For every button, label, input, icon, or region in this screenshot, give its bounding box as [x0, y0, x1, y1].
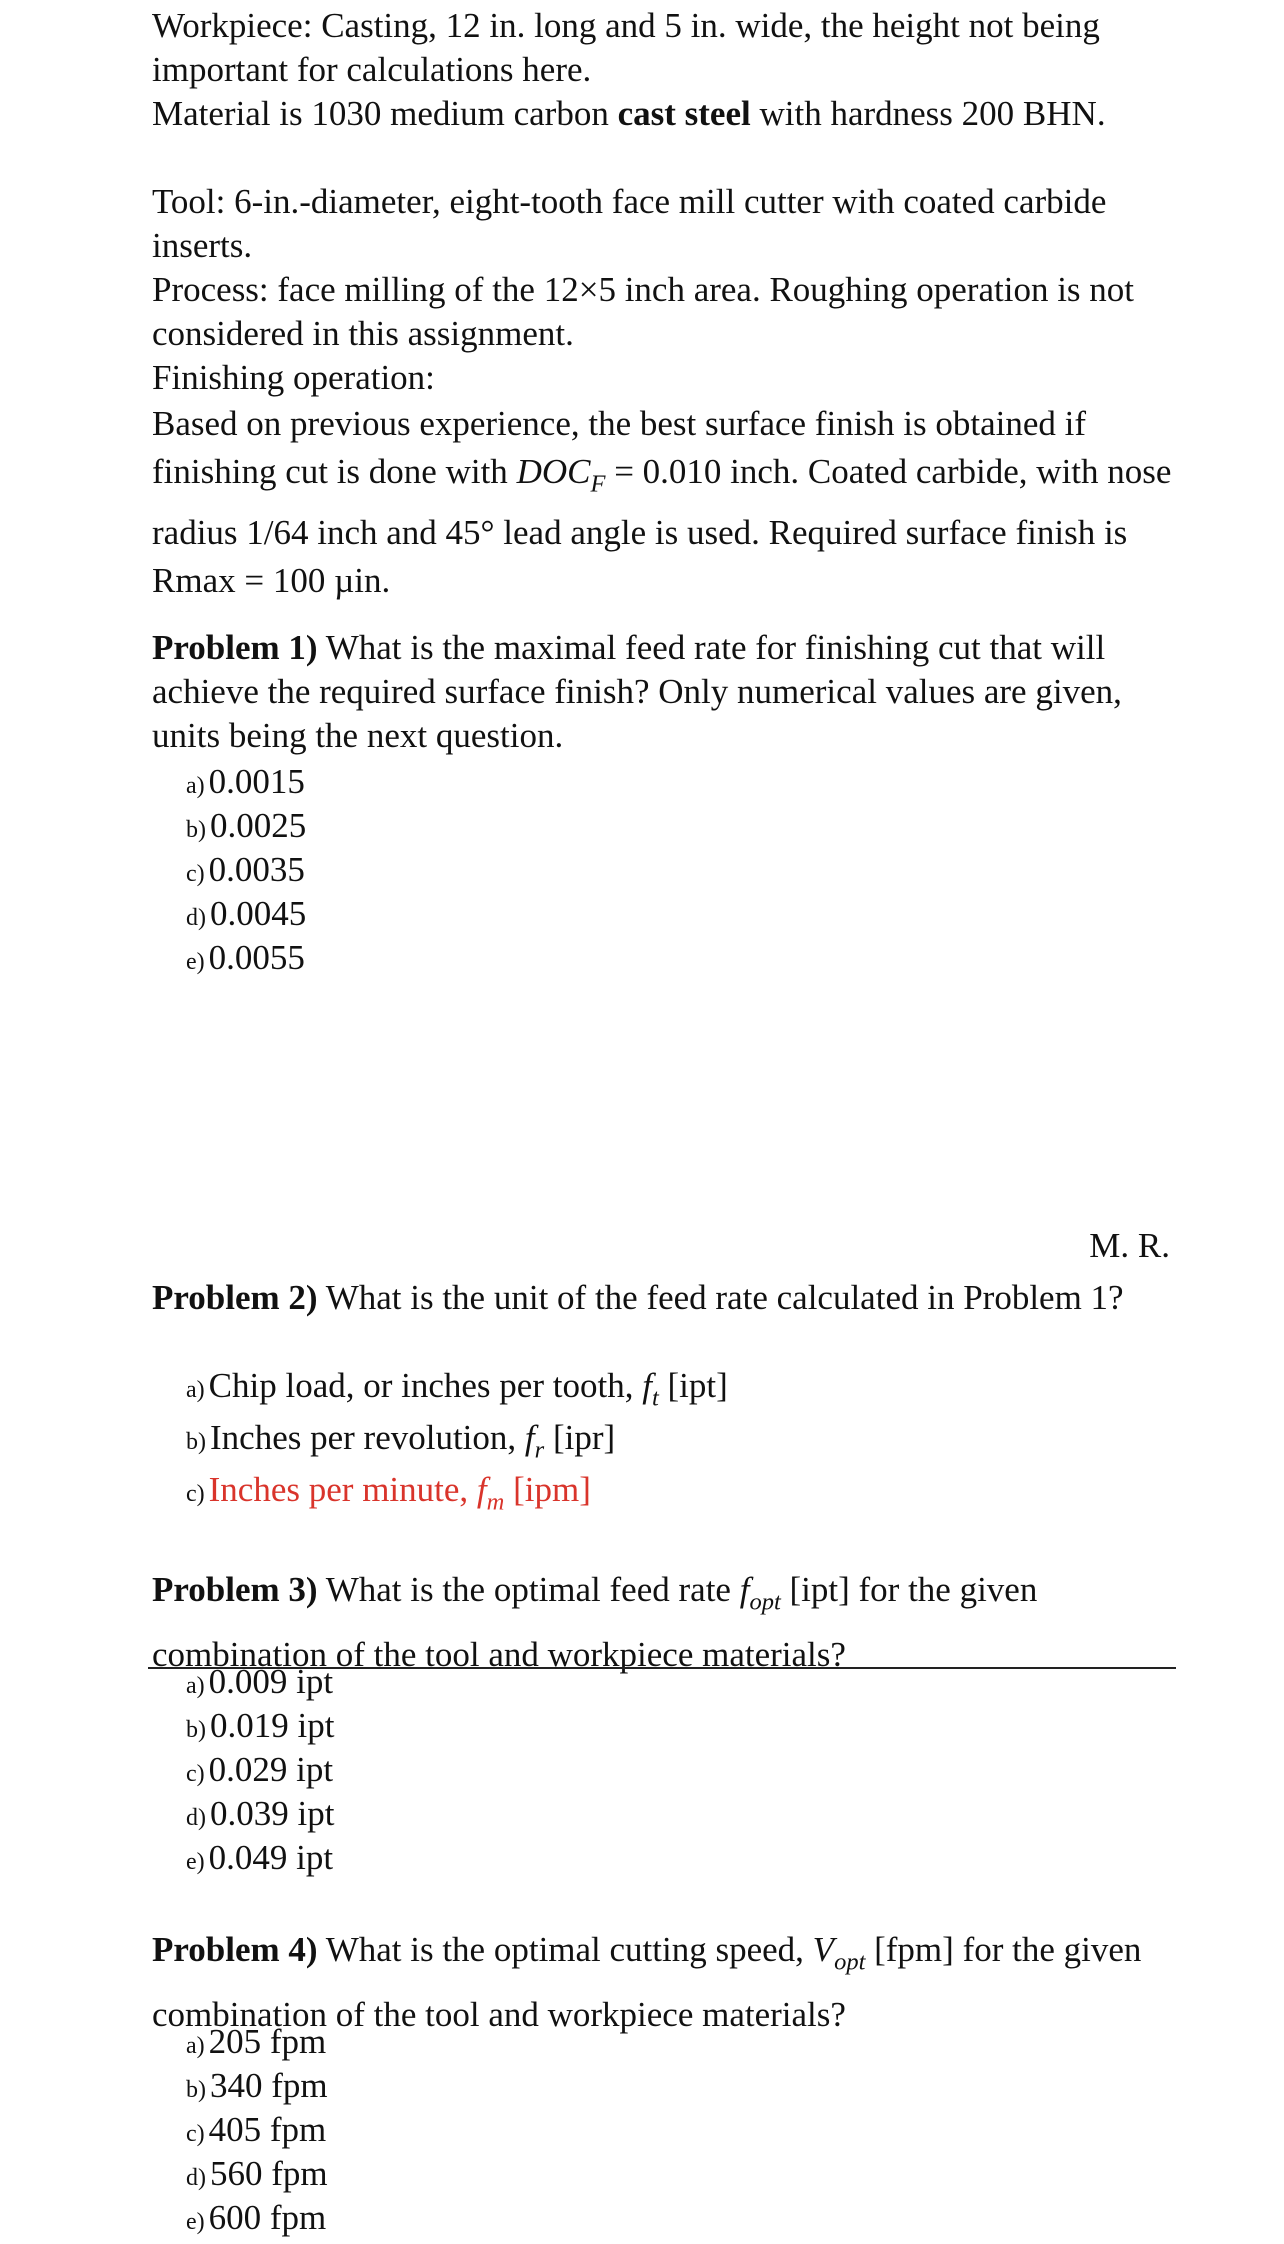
doc-subscript: F — [590, 470, 606, 498]
problem4-option-e: e) 600 fpm — [186, 2198, 327, 2237]
tool-paragraph: Tool: 6-in.-diameter, eight-tooth face mill cutter with coated carbide inserts. — [152, 182, 1107, 265]
doc-symbol: DOC — [516, 452, 591, 491]
material-text-end: with hardness 200 BHN. — [750, 94, 1106, 133]
problem2-option-b: b) Inches per revolution, $f_r$ [ipr] — [186, 1418, 616, 1464]
problem1-text: What is the maximal feed rate for finishing cut that will achieve the required surface finish? Only numerical values are given, units being the next question. — [152, 628, 1122, 755]
author-initials: M. R. — [1089, 1226, 1170, 1265]
problem1-option-e: e) 0.0055 — [186, 938, 305, 977]
problem4-label: Problem 4) — [152, 1930, 318, 1969]
material-paragraph — [152, 92, 1182, 136]
finishing-paragraph — [152, 400, 1182, 605]
problem2-option-c-highlighted: Inches per minute, $f_m$ [ipm] — [208, 1470, 591, 1516]
problem3-option-d: d) 0.039 ipt — [186, 1794, 335, 1833]
problem3-option-a: a) 0.009 ipt — [186, 1662, 334, 1701]
problem2-option-a: a) Chip load, or inches per tooth, $f_t$ [ipt] — [186, 1366, 728, 1412]
problem4-question: Problem 4) What is the optimal cutting speed, $V_{opt}$ [fpm] for the given combination of the tool and workpiece materials? — [152, 1930, 1142, 2034]
problem3-label: Problem 3) — [152, 1570, 318, 1609]
finishing-text-end: = 0.010 inch. Coated carbide, with nose radius 1/64 inch and 45° lead angle is used. Required surface finish is Rmax = 100 µin. — [152, 452, 1172, 600]
problem2-label: Problem 2) — [152, 1278, 318, 1317]
problem4-option-d: d) 560 fpm — [186, 2154, 328, 2193]
problem1-question — [152, 626, 1182, 758]
finishing-heading: Finishing operation: — [152, 358, 435, 397]
problem1-option-a: a) 0.0015 — [186, 762, 305, 801]
problem3-option-e: e) 0.049 ipt — [186, 1838, 334, 1877]
process-paragraph: Process: face milling of the 12×5 inch area. Roughing operation is not considered in this assignment. — [152, 270, 1135, 353]
problem3-option-b: b) 0.019 ipt — [186, 1706, 335, 1745]
problem1-option-c: c) 0.0035 — [186, 850, 305, 889]
problem3-option-c: c) 0.029 ipt — [186, 1750, 334, 1789]
problem1-option-b: b) 0.0025 — [186, 806, 307, 845]
problem4-option-b: b) 340 fpm — [186, 2066, 328, 2105]
fopt-symbol: f — [739, 1570, 750, 1609]
problem2-text: What is the unit of the feed rate calculated in Problem 1? — [317, 1278, 1124, 1317]
material-text: Material is 1030 medium carbon — [152, 94, 618, 133]
problem2-question — [152, 1276, 1182, 1320]
workpiece-paragraph: Workpiece: Casting, 12 in. long and 5 in. wide, the height not being important for calculations here. — [152, 6, 1100, 89]
problem4-option-c: c) 405 fpm — [186, 2110, 327, 2149]
problem2-option-c: c) Inches per minute, $f_m$ [ipm] — [186, 1470, 591, 1516]
material-bold-text: cast steel — [617, 94, 751, 133]
problem1-option-d: d) 0.0045 — [186, 894, 307, 933]
finishing-text: Based on previous experience, the best surface finish is obtained if finishing cut is done with — [152, 404, 1087, 491]
problem4-option-a: a) 205 fpm — [186, 2022, 327, 2061]
problem3-question: Problem 3) What is the optimal feed rate $f_{opt}$ [ipt] for the given combination of the tool and workpiece materials? — [152, 1570, 1038, 1674]
problem1-label: Problem 1) — [152, 628, 318, 667]
vopt-symbol: V — [812, 1930, 835, 1969]
